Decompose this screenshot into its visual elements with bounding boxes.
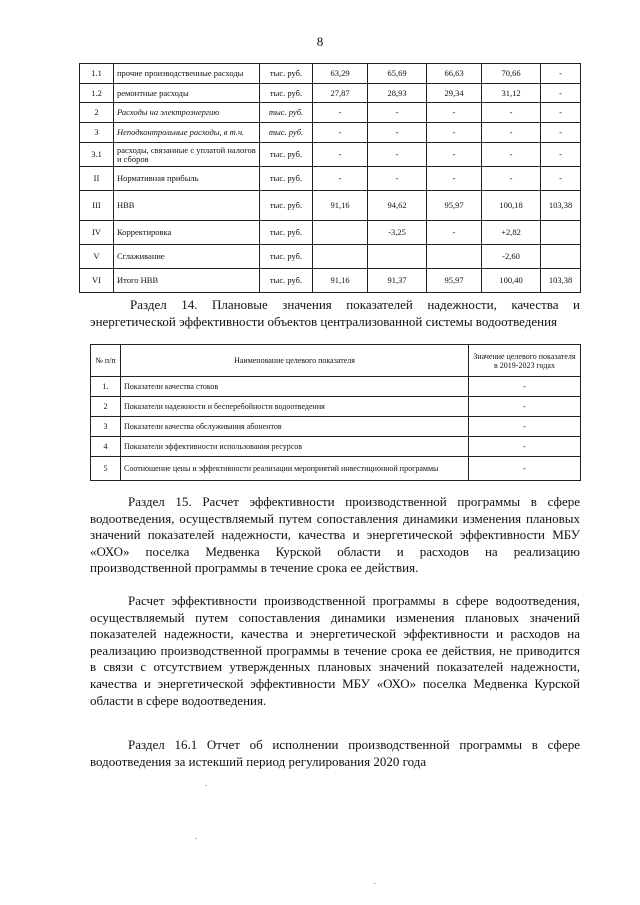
indicator-row xyxy=(91,377,581,397)
row-value: - xyxy=(427,167,482,191)
row-value: - xyxy=(541,123,581,143)
cost-table-row xyxy=(80,123,581,143)
row-code: 1.1 xyxy=(80,64,114,84)
row-value: - xyxy=(313,103,368,123)
row-value: - xyxy=(368,167,427,191)
row-unit: тыс. руб. xyxy=(260,123,313,143)
row-code: 3 xyxy=(80,123,114,143)
row-name: НВВ xyxy=(114,191,260,221)
row-value: 103,38 xyxy=(541,269,581,293)
row-unit: тыс. руб. xyxy=(260,269,313,293)
indicator-value: - xyxy=(469,417,581,437)
cost-table-row xyxy=(80,191,581,221)
row-value: 65,69 xyxy=(368,64,427,84)
row-value: - xyxy=(482,103,541,123)
indicator-row xyxy=(91,417,581,437)
row-name: Корректировка xyxy=(114,221,260,245)
indicator-num: 3 xyxy=(91,417,121,437)
row-value: 28,93 xyxy=(368,84,427,103)
row-value: -3,25 xyxy=(368,221,427,245)
row-value: 94,62 xyxy=(368,191,427,221)
row-value: - xyxy=(482,167,541,191)
cost-table-row xyxy=(80,167,581,191)
section14-heading: Раздел 14. Плановые значения показателей надежности, качества и энергетической эффективности объектов централизованной системы водоотведения xyxy=(90,297,580,329)
row-value xyxy=(427,245,482,269)
indicator-value: - xyxy=(469,377,581,397)
row-unit: тыс. руб. xyxy=(260,103,313,123)
row-value: 95,97 xyxy=(427,269,482,293)
row-value: - xyxy=(482,143,541,167)
indicator-value: - xyxy=(469,437,581,457)
row-value: 31,12 xyxy=(482,84,541,103)
section16-heading: Раздел 16.1 Отчет об исполнении производственной программы в сфере водоотведения за истекший период регулирования 2020 года xyxy=(90,737,580,769)
row-value xyxy=(541,245,581,269)
row-name: прочие производственные расходы xyxy=(114,64,260,84)
indicator-num: 1. xyxy=(91,377,121,397)
row-value: +2,82 xyxy=(482,221,541,245)
row-code: IV xyxy=(80,221,114,245)
row-value: - xyxy=(427,123,482,143)
row-value: - xyxy=(313,123,368,143)
row-name: Расходы на электроэнергию xyxy=(114,103,260,123)
row-value: - xyxy=(368,103,427,123)
scan-speck xyxy=(195,838,197,839)
row-value: 63,29 xyxy=(313,64,368,84)
row-unit: тыс. руб. xyxy=(260,221,313,245)
row-unit: тыс. руб. xyxy=(260,64,313,84)
cost-table-row xyxy=(80,143,581,167)
cost-table-row xyxy=(80,84,581,103)
row-name: Нормативная прибыль xyxy=(114,167,260,191)
row-value: 100,40 xyxy=(482,269,541,293)
row-value xyxy=(313,245,368,269)
row-code: II xyxy=(80,167,114,191)
cost-table-row xyxy=(80,103,581,123)
row-value: - xyxy=(368,123,427,143)
row-code: 2 xyxy=(80,103,114,123)
row-name: ремонтные расходы xyxy=(114,84,260,103)
indicator-name: Соотношение цены и эффективности реализации мероприятий инвестиционной программы xyxy=(121,457,469,481)
indicator-value: - xyxy=(469,457,581,481)
row-name: Неподконтрольные расходы, в т.ч. xyxy=(114,123,260,143)
row-value: - xyxy=(427,103,482,123)
indicator-name: Показатели надежности и бесперебойности водоотведения xyxy=(121,397,469,417)
header-name: Наименование целевого показателя xyxy=(121,345,469,377)
row-code: III xyxy=(80,191,114,221)
row-value: 27,87 xyxy=(313,84,368,103)
indicator-name: Показатели качества стоков xyxy=(121,377,469,397)
indicator-num: 2 xyxy=(91,397,121,417)
row-value: - xyxy=(313,167,368,191)
row-value: 29,34 xyxy=(427,84,482,103)
indicator-value: - xyxy=(469,397,581,417)
row-value xyxy=(541,221,581,245)
row-value: - xyxy=(541,143,581,167)
row-value: 91,37 xyxy=(368,269,427,293)
row-value: - xyxy=(541,64,581,84)
row-value: - xyxy=(482,123,541,143)
indicator-row xyxy=(91,457,581,481)
row-value: 91,16 xyxy=(313,191,368,221)
row-code: VI xyxy=(80,269,114,293)
scan-speck xyxy=(374,883,376,884)
row-value: 100,18 xyxy=(482,191,541,221)
indicator-name: Показатели качества обслуживания абонентов xyxy=(121,417,469,437)
cost-table-row xyxy=(80,64,581,84)
row-value: - xyxy=(368,143,427,167)
row-value: 91,16 xyxy=(313,269,368,293)
page-number: 8 xyxy=(316,34,324,49)
row-code: 3.1 xyxy=(80,143,114,167)
section15-heading: Раздел 15. Расчет эффективности производственной программы в сфере водоотведения, осуществляемый путем сопоставления динамики изменения плановых значений показателей надежности, качества и энергетической эффективности МБУ «ОХО» поселка Медвенка Курской области и расходов на реализацию производственной программы в течение срока ее действия. xyxy=(90,494,580,576)
indicator-name: Показатели эффективности использования ресурсов xyxy=(121,437,469,457)
row-name: Сглаживание xyxy=(114,245,260,269)
row-value: 66,63 xyxy=(427,64,482,84)
cost-table-row xyxy=(80,269,581,293)
indicator-row xyxy=(91,437,581,457)
row-unit: тыс. руб. xyxy=(260,191,313,221)
row-unit: тыс. руб. xyxy=(260,84,313,103)
row-value: - xyxy=(427,143,482,167)
row-unit: тыс. руб. xyxy=(260,245,313,269)
row-value: - xyxy=(427,221,482,245)
row-value: -2,60 xyxy=(482,245,541,269)
cost-table-row xyxy=(80,221,581,245)
row-value: - xyxy=(541,103,581,123)
row-code: V xyxy=(80,245,114,269)
section15-body: Расчет эффективности производственной программы в сфере водоотведения, осуществляемый путем сопоставления динамики изменения плановых значений показателей надежности, качества и энергетической эффективности и расходов на реализацию производственной программы в течение срока ее действия, не приводится в связи с отсутствием утвержденных плановых значений показателей надежности, качества и энергетической эффективности МБУ «ОХО» поселка Медвенка Курской области в сфере водоотведения. xyxy=(90,593,580,708)
row-name: расходы, связанные с уплатой налогов и сборов xyxy=(114,143,260,167)
row-value: 70,66 xyxy=(482,64,541,84)
row-value: - xyxy=(313,143,368,167)
row-value xyxy=(313,221,368,245)
row-value: 95,97 xyxy=(427,191,482,221)
row-value: 103,38 xyxy=(541,191,581,221)
header-value: Значение целевого показателя в 2019-2023 годах xyxy=(469,345,581,377)
row-value xyxy=(368,245,427,269)
cost-table xyxy=(79,63,581,293)
row-name: Итого НВВ xyxy=(114,269,260,293)
indicator-num: 4 xyxy=(91,437,121,457)
row-value: - xyxy=(541,84,581,103)
row-code: 1.2 xyxy=(80,84,114,103)
header-num: № п/п xyxy=(91,345,121,377)
indicator-num: 5 xyxy=(91,457,121,481)
row-unit: тыс. руб. xyxy=(260,143,313,167)
row-unit: тыс. руб. xyxy=(260,167,313,191)
row-value: - xyxy=(541,167,581,191)
scan-speck xyxy=(205,785,207,786)
cost-table-row xyxy=(80,245,581,269)
indicator-table xyxy=(90,344,581,481)
indicator-row xyxy=(91,397,581,417)
